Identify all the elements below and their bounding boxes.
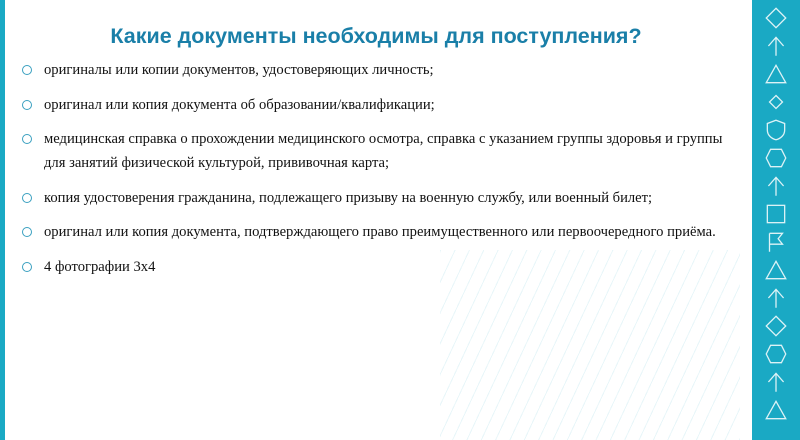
- square-outline-icon: [763, 201, 789, 227]
- circle-bullet-icon: [22, 193, 32, 203]
- documents-list: [18, 59, 734, 279]
- right-decorative-strip: [752, 0, 800, 440]
- list-item: [20, 187, 734, 211]
- list-item: [20, 221, 734, 245]
- circle-bullet-icon: [22, 134, 32, 144]
- list-item: [20, 94, 734, 118]
- list-item: [20, 256, 734, 280]
- shield-icon: [763, 117, 789, 143]
- triangle-outline-icon: [763, 397, 789, 423]
- list-item-label: оригиналы или копии документов, удостоверяющих личность;: [44, 62, 434, 78]
- arrow-up-icon: [763, 173, 789, 199]
- triangle-outline-icon: [763, 257, 789, 283]
- circle-bullet-icon: [22, 262, 32, 272]
- circle-bullet-icon: [22, 227, 32, 237]
- arrow-up-icon: [763, 285, 789, 311]
- hexagon-icon: [763, 341, 789, 367]
- list-item-label: 4 фотографии 3х4: [44, 258, 156, 275]
- flag-icon: [763, 229, 789, 255]
- triangle-outline-icon: [763, 61, 789, 87]
- diamond-small-icon: [763, 89, 789, 115]
- hexagon-icon: [763, 145, 789, 171]
- page-title: Какие документы необходимы для поступления?: [110, 24, 642, 48]
- list-item-label: оригинал или копия документа об образовании/квалификации;: [44, 96, 435, 113]
- arrow-up-icon: [763, 369, 789, 395]
- list-item-label: оригинал или копия документа, подтверждающего право преимущественного или первоочередного приёма.: [44, 224, 716, 241]
- arrow-up-icon: [763, 33, 789, 59]
- circle-bullet-icon: [22, 100, 32, 110]
- diamond-outline-icon: [763, 5, 789, 31]
- list-item-label: медицинская справка о прохождении медицинского осмотра, справка с указанием группы здоровья и группы для занятий физической культурой, прививочная карта;: [44, 131, 723, 171]
- diamond-outline-icon: [763, 313, 789, 339]
- list-item-label: копия удостоверения гражданина, подлежащего призыву на военную службу, или военный билет;: [44, 189, 653, 206]
- circle-bullet-icon: [22, 65, 32, 75]
- list-item: [20, 59, 734, 83]
- list-item: [20, 128, 734, 175]
